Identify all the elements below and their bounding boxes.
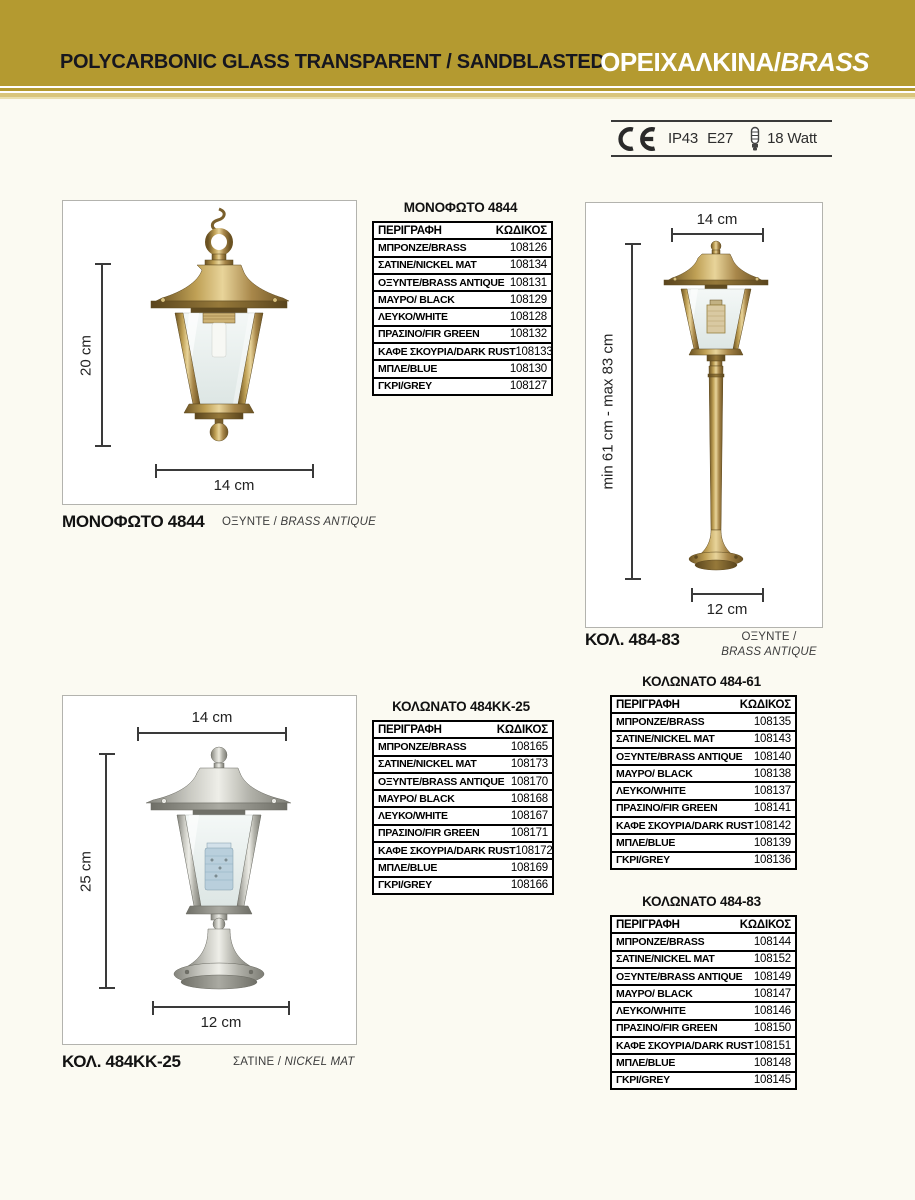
product-code: 108141	[753, 802, 791, 815]
socket-label: E27	[707, 130, 734, 147]
finish-name: ΛΕΥΚΟ/WHITE	[378, 311, 448, 324]
code-table-kolonato-484-61	[610, 695, 797, 870]
finish-name: ΠΡΑΣΙΝΟ/FIR GREEN	[378, 827, 480, 840]
table-row	[374, 789, 552, 806]
header-band	[0, 0, 915, 86]
height-dimension-line	[105, 754, 107, 988]
product-code: 108142	[753, 819, 791, 832]
page-title-right-latin: BRASS	[780, 47, 869, 77]
product-finish-monofoto-4844: ΟΞΥΝΤΕ / BRASS ANTIQUE	[222, 516, 376, 528]
table-row	[374, 290, 551, 307]
finish-name: ΜΑΥΡΟ/ BLACK	[378, 293, 455, 306]
table-title-kolonato-484kk-25: ΚΟΛΩΝΑΤΟ 484ΚΚ-25	[392, 699, 530, 714]
table-header-row	[612, 697, 795, 712]
table-row	[612, 1053, 795, 1070]
table-header-row	[374, 722, 552, 737]
column-header-code: ΚΩΔΙΚΟΣ	[739, 918, 791, 931]
table-row	[612, 730, 795, 747]
finish-name: ΣΑΤΙΝΕ/NICKEL MAT	[616, 733, 715, 746]
height-dimension-label: 20 cm	[77, 335, 95, 376]
table-row	[612, 712, 795, 729]
product-code: 108129	[509, 293, 547, 306]
height-dimension-line	[101, 264, 103, 446]
product-code: 108148	[753, 1057, 791, 1070]
top-width-dimension-label: 14 cm	[191, 709, 233, 726]
table-row	[374, 858, 552, 875]
column-header-code: ΚΩΔΙΚΟΣ	[739, 698, 791, 711]
wattage-label: 18 Watt	[767, 130, 817, 147]
base-width-dimension-line	[153, 1006, 289, 1008]
column-header-description: ΠΕΡΙΓΡΑΦΗ	[616, 698, 680, 711]
table-header-row	[612, 917, 795, 932]
finish-name: ΜΠΡΟΝΖΕ/BRASS	[378, 241, 467, 254]
top-width-dimension-line	[672, 233, 763, 235]
product-finish-kol-484-83: ΟΞΥΝΤΕ / BRASS ANTIQUE	[721, 631, 817, 658]
base-width-dimension-line	[692, 593, 763, 595]
base-width-dimension-label: 12 cm	[200, 1014, 242, 1031]
product-code: 108136	[753, 854, 791, 867]
finish-name: ΓΚΡΙ/GREY	[616, 854, 670, 867]
table-row	[612, 816, 795, 833]
finish-name: ΜΠΛΕ/BLUE	[378, 862, 438, 875]
finish-name: ΠΡΑΣΙΝΟ/FIR GREEN	[616, 802, 718, 815]
product-code: 108147	[753, 987, 791, 1000]
finish-name: ΚΑΦΕ ΣΚΟΥΡΙΑ/DARK RUST	[616, 1039, 754, 1052]
width-dimension-line	[156, 469, 313, 471]
finish-name: ΟΞΥΝΤΕ/BRASS ANTIQUE	[616, 750, 743, 763]
column-header-code: ΚΩΔΙΚΟΣ	[496, 723, 548, 736]
finish-name: ΓΚΡΙ/GREY	[378, 380, 432, 393]
table-row	[612, 984, 795, 1001]
product-code: 108152	[753, 953, 791, 966]
product-code: 108150	[753, 1022, 791, 1035]
base-width-dimension-label: 12 cm	[706, 601, 748, 618]
finish-name: ΚΑΦΕ ΣΚΟΥΡΙΑ/DARK RUST	[616, 819, 754, 832]
product-code: 108170	[510, 775, 548, 788]
product-photo-box-kol-484kk-25	[62, 695, 357, 1045]
table-row	[374, 342, 551, 359]
ip-rating-label: IP43	[668, 130, 699, 147]
product-code: 108171	[510, 827, 548, 840]
product-code: 108145	[753, 1074, 791, 1087]
finish-name: ΜΠΛΕ/BLUE	[378, 363, 438, 376]
finish-name: ΟΞΥΝΤΕ/BRASS ANTIQUE	[378, 276, 505, 289]
code-table-kolonato-484kk-25	[372, 720, 554, 895]
finish-name: ΜΠΡΟΝΖΕ/BRASS	[616, 935, 705, 948]
finish-name: ΚΑΦΕ ΣΚΟΥΡΙΑ/DARK RUST	[378, 345, 516, 358]
height-dimension-line	[631, 244, 633, 579]
product-name-kol-484kk-25: ΚΟΛ. 484ΚΚ-25	[62, 1052, 181, 1071]
page-title-right-greek: ΟΡΕΙΧΑΛΚΙΝΑ/	[600, 47, 781, 77]
finish-name: ΜΠΡΟΝΖΕ/BRASS	[378, 740, 467, 753]
product-code: 108130	[509, 363, 547, 376]
finish-name: ΠΡΑΣΙΝΟ/FIR GREEN	[378, 328, 480, 341]
table-row	[374, 806, 552, 823]
product-code: 108140	[753, 750, 791, 763]
table-row	[612, 950, 795, 967]
height-dimension-label: 25 cm	[77, 851, 95, 892]
table-row	[374, 256, 551, 273]
product-code: 108151	[753, 1039, 791, 1052]
table-row	[612, 781, 795, 798]
table-row	[374, 377, 551, 394]
product-code: 108131	[509, 276, 547, 289]
width-dimension-label: 14 cm	[213, 477, 255, 494]
table-row	[612, 833, 795, 850]
table-row	[374, 307, 551, 324]
pedestal-lantern-image	[131, 744, 306, 1006]
ce-mark-icon	[617, 125, 659, 153]
product-code: 108128	[509, 311, 547, 324]
table-row	[612, 764, 795, 781]
product-name-monofoto-4844: ΜΟΝΟΦΩΤΟ 4844	[62, 512, 205, 531]
finish-name: ΣΑΤΙΝΕ/NICKEL MAT	[378, 259, 477, 272]
product-code: 108127	[509, 380, 547, 393]
table-row	[374, 824, 552, 841]
finish-name: ΜΑΥΡΟ/ BLACK	[378, 792, 455, 805]
top-width-dimension-label: 14 cm	[696, 211, 738, 228]
table-title-kolonato-484-61: ΚΟΛΩΝΑΤΟ 484-61	[642, 674, 761, 689]
table-row	[612, 747, 795, 764]
finish-name: ΣΑΤΙΝΕ/NICKEL MAT	[616, 953, 715, 966]
table-row	[374, 876, 552, 893]
column-header-description: ΠΕΡΙΓΡΑΦΗ	[378, 723, 442, 736]
product-code: 108165	[510, 740, 548, 753]
table-header-row	[374, 223, 551, 238]
product-code: 108134	[509, 259, 547, 272]
table-row	[374, 325, 551, 342]
product-name-kol-484-83: ΚΟΛ. 484-83	[585, 630, 680, 649]
table-row	[374, 359, 551, 376]
table-row	[612, 851, 795, 868]
product-code: 108132	[509, 328, 547, 341]
product-code: 108139	[753, 837, 791, 850]
product-code: 108135	[753, 715, 791, 728]
table-row	[612, 799, 795, 816]
page-title-right	[600, 47, 869, 78]
code-table-kolonato-484-83	[610, 915, 797, 1090]
product-code: 108146	[753, 1005, 791, 1018]
product-code: 108169	[510, 862, 548, 875]
finish-name: ΛΕΥΚΟ/WHITE	[616, 785, 686, 798]
pole-lantern-image	[651, 237, 781, 585]
product-code: 108133	[515, 345, 553, 358]
table-title-kolonato-484-83: ΚΟΛΩΝΑΤΟ 484-83	[642, 894, 761, 909]
table-row	[612, 1071, 795, 1088]
decorative-stripes	[0, 86, 915, 99]
table-row	[612, 1019, 795, 1036]
product-code: 108172	[515, 844, 553, 857]
table-row	[374, 841, 552, 858]
product-code: 108144	[753, 935, 791, 948]
finish-name: ΛΕΥΚΟ/WHITE	[378, 810, 448, 823]
table-row	[612, 932, 795, 949]
finish-name: ΚΑΦΕ ΣΚΟΥΡΙΑ/DARK RUST	[378, 844, 516, 857]
page-title-left: POLYCARBONIC GLASS TRANSPARENT / SANDBLASTED	[60, 51, 605, 73]
finish-name: ΜΑΥΡΟ/ BLACK	[616, 767, 693, 780]
finish-name: ΟΞΥΝΤΕ/BRASS ANTIQUE	[378, 775, 505, 788]
table-row	[374, 772, 552, 789]
finish-name: ΓΚΡΙ/GREY	[616, 1074, 670, 1087]
product-code: 108173	[510, 758, 548, 771]
product-finish-kol-484kk-25: ΣΑΤΙΝΕ / NICKEL MAT	[233, 1056, 355, 1068]
column-header-code: ΚΩΔΙΚΟΣ	[495, 224, 547, 237]
finish-name: ΣΑΤΙΝΕ/NICKEL MAT	[378, 758, 477, 771]
product-code: 108167	[510, 810, 548, 823]
table-row	[374, 737, 552, 754]
product-photo-box-monofoto-4844	[62, 200, 357, 505]
bulb-icon	[748, 126, 762, 152]
finish-name: ΜΠΛΕ/BLUE	[616, 837, 676, 850]
finish-name: ΓΚΡΙ/GREY	[378, 879, 432, 892]
table-title-monofoto-4844: ΜΟΝΟΦΩΤΟ 4844	[403, 200, 518, 215]
table-row	[374, 755, 552, 772]
table-row	[612, 967, 795, 984]
finish-name: ΟΞΥΝΤΕ/BRASS ANTIQUE	[616, 970, 743, 983]
table-row	[612, 1001, 795, 1018]
product-code: 108149	[753, 970, 791, 983]
height-dimension-label: min 61 cm - max 83 cm	[599, 333, 617, 490]
table-row	[374, 238, 551, 255]
finish-name: ΛΕΥΚΟ/WHITE	[616, 1005, 686, 1018]
product-code: 108143	[753, 733, 791, 746]
table-row	[612, 1036, 795, 1053]
column-header-description: ΠΕΡΙΓΡΑΦΗ	[616, 918, 680, 931]
finish-name: ΜΠΛΕ/BLUE	[616, 1057, 676, 1070]
finish-name: ΠΡΑΣΙΝΟ/FIR GREEN	[616, 1022, 718, 1035]
top-width-dimension-line	[138, 732, 286, 734]
product-code: 108126	[509, 241, 547, 254]
table-row	[374, 273, 551, 290]
product-code: 108138	[753, 767, 791, 780]
product-code: 108137	[753, 785, 791, 798]
hanging-lantern-image	[133, 206, 308, 461]
finish-name: ΜΠΡΟΝΖΕ/BRASS	[616, 715, 705, 728]
code-table-monofoto-4844	[372, 221, 553, 396]
product-photo-box-kol-484-83	[585, 202, 823, 628]
column-header-description: ΠΕΡΙΓΡΑΦΗ	[378, 224, 442, 237]
product-code: 108166	[510, 879, 548, 892]
product-code: 108168	[510, 792, 548, 805]
finish-name: ΜΑΥΡΟ/ BLACK	[616, 987, 693, 1000]
certification-strip	[611, 120, 832, 157]
